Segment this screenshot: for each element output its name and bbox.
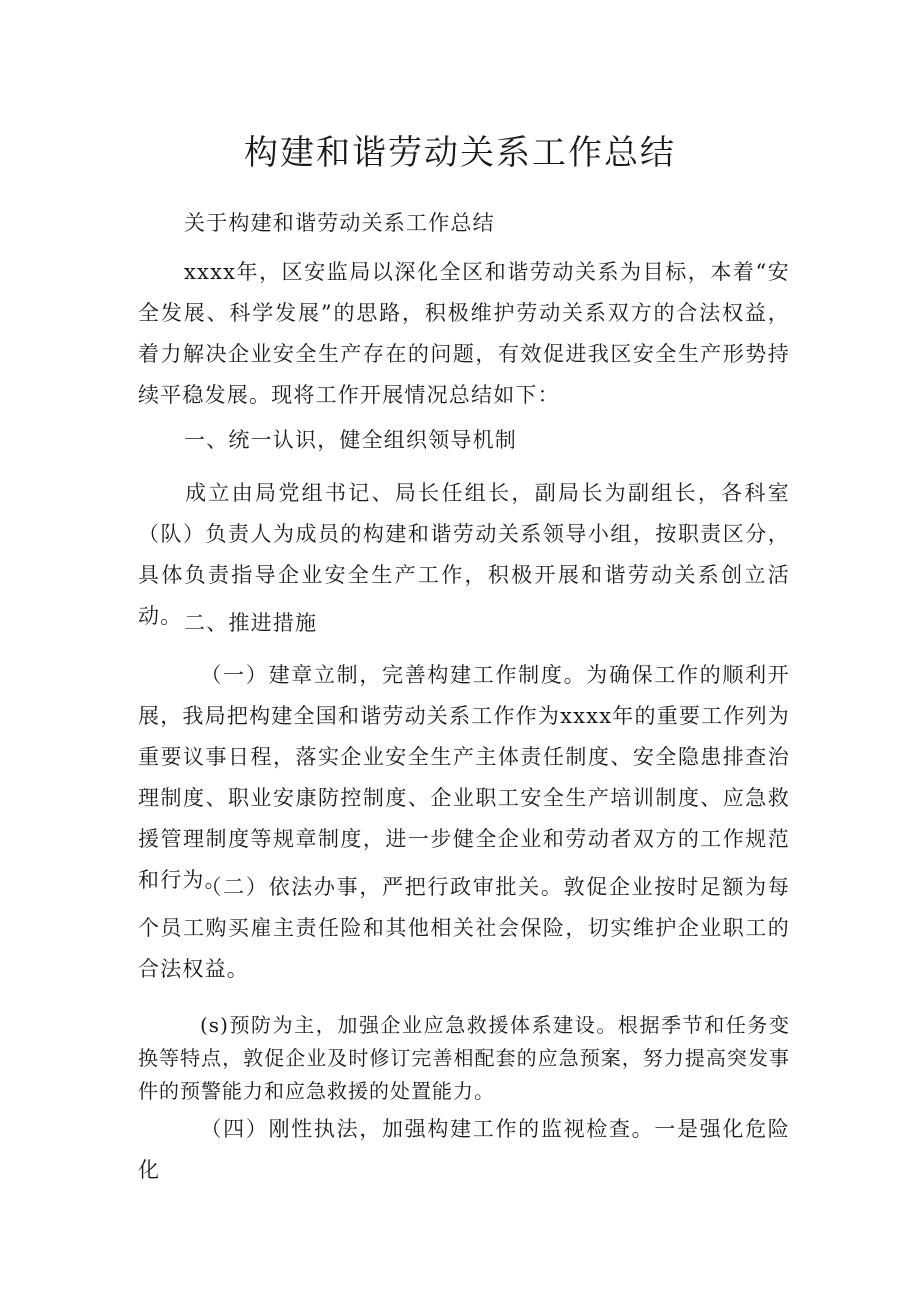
measure-1-paragraph-text: （一）建章立制，完善构建工作制度。为确保工作的顺利开展，我局把构建全国和谐劳动关系工作作为xxxx年的重要工作列为重要议事日程，落实企业安全生产主体责任制度、安全隐患排查治理制度、职业安康防控制度、企业职工安全生产培训制度、应急救援管理制度等规章制度，进一步健全企业和劳动者双方的工作规范和行为。: [138, 663, 790, 892]
measure-2-paragraph-text: （二）依法办事，严把行政审批关。敦促企业按时足额为每个员工购买雇主责任险和其他相关社会保险，切实维护企业职工的合法权益。: [138, 875, 790, 981]
measure-3-paragraph: [138, 1009, 790, 1108]
intro-paragraph: [138, 252, 790, 416]
measure-4-paragraph: [138, 1109, 790, 1191]
measure-3-paragraph-text: (s)预防为主，加强企业应急救援体系建设。根据季节和任务变换等特点，敦促企业及时修订完善相配套的应急预案，努力提高突发事件的预警能力和应急救援的处置能力。: [138, 1013, 790, 1103]
document-subtitle: [138, 203, 790, 244]
section-heading-1: [138, 420, 790, 461]
section-heading-2-text: 二、推进措施: [184, 611, 318, 635]
section-heading-2: [138, 603, 790, 644]
measure-1-paragraph: [138, 655, 790, 901]
intro-paragraph-text: xxxx年，区安监局以深化全区和谐劳动关系为目标，本着“安全发展、科学发展”的思路，积极维护劳动关系双方的合法权益，着力解决企业安全生产存在的问题，有效促进我区安全生产形势持续平稳发展。现将工作开展情况总结如下：: [138, 260, 790, 407]
section-heading-1-text: 一、统一认识，健全组织领导机制: [184, 428, 517, 452]
measure-4-paragraph-text: （四）刚性执法，加强构建工作的监视检查。一是强化危险化: [138, 1117, 790, 1182]
measure-2-paragraph: [138, 867, 790, 990]
subtitle-text: 关于构建和谐劳动关系工作总结: [184, 211, 495, 235]
document-title: 构建和谐劳动关系工作总结: [244, 133, 676, 173]
section-1-paragraph-text: 成立由局党组书记、局长任组长，副局长为副组长，各科室（队）负责人为成员的构建和谐劳动关系领导小组，按职责区分，具体负责指导企业安全生产工作，积极开展和谐劳动关系创立活动。: [138, 481, 790, 628]
